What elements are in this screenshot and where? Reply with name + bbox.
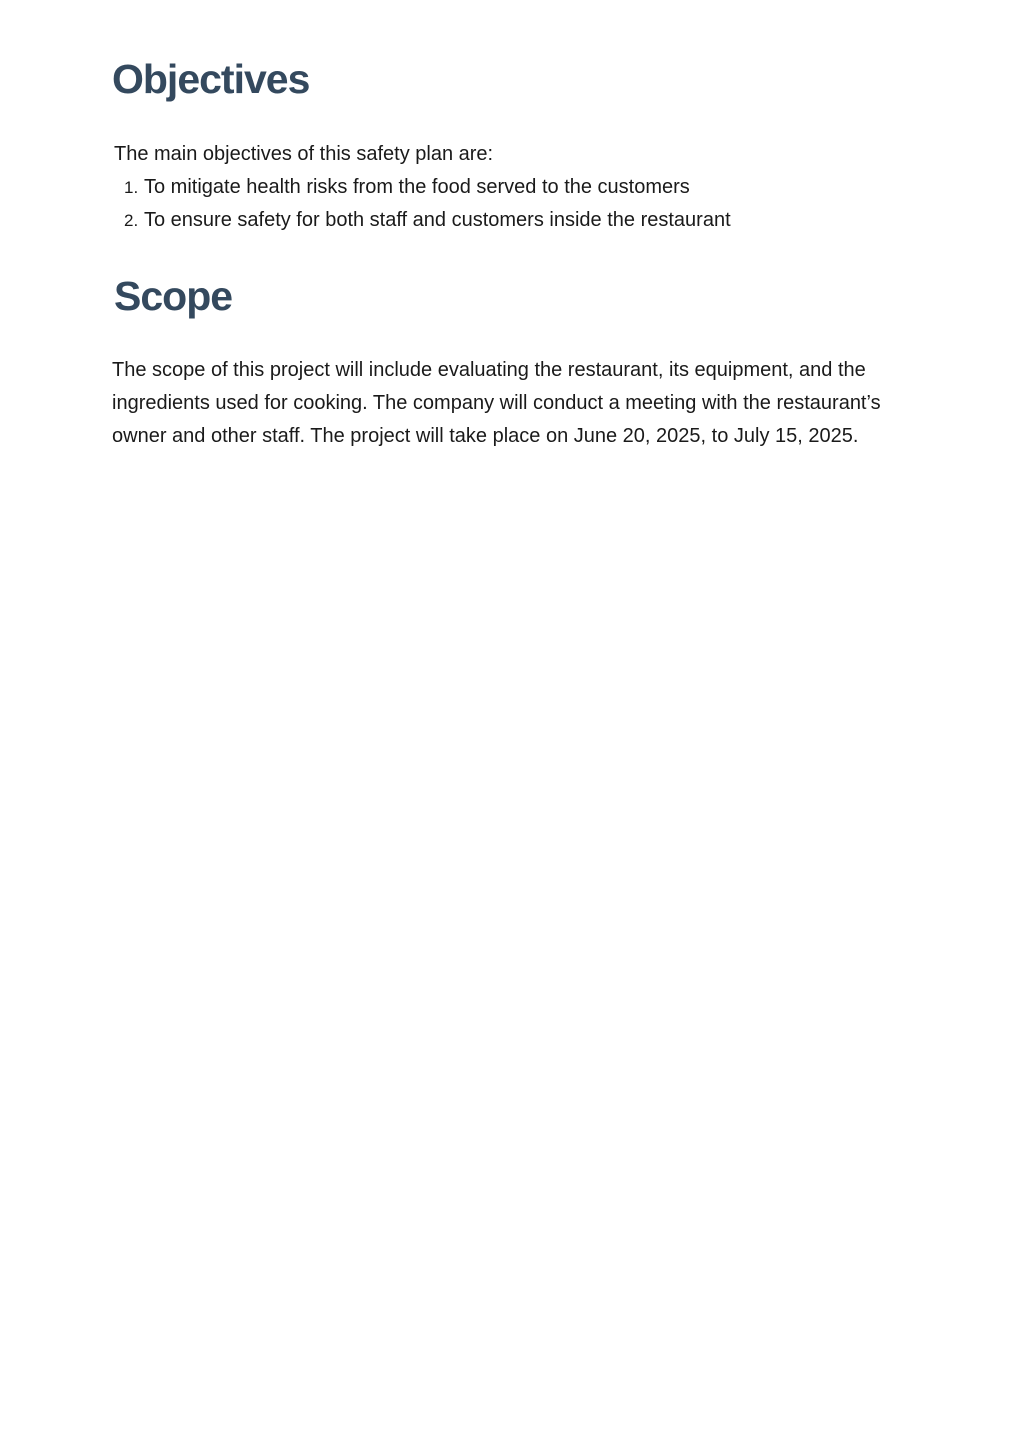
list-item-text: To ensure safety for both staff and customers inside the restaurant [144, 209, 731, 231]
objectives-intro: The main objectives of this safety plan are: [114, 143, 494, 165]
list-item-number: 1. [124, 178, 139, 197]
scope-heading: Scope [114, 273, 233, 319]
list-item-text: To mitigate health risks from the food served to the customers [144, 176, 690, 198]
list-item-number: 2. [124, 211, 139, 230]
objectives-heading: Objectives [112, 56, 310, 102]
scope-paragraph: The scope of this project will include evaluating the restaurant, its equipment, and the ingredients used for cooking. The company will conduct a meeting with the restaurant’s owner and other staff. The project will take place on June 20, 2025, to July 15, 2025. [112, 359, 881, 447]
